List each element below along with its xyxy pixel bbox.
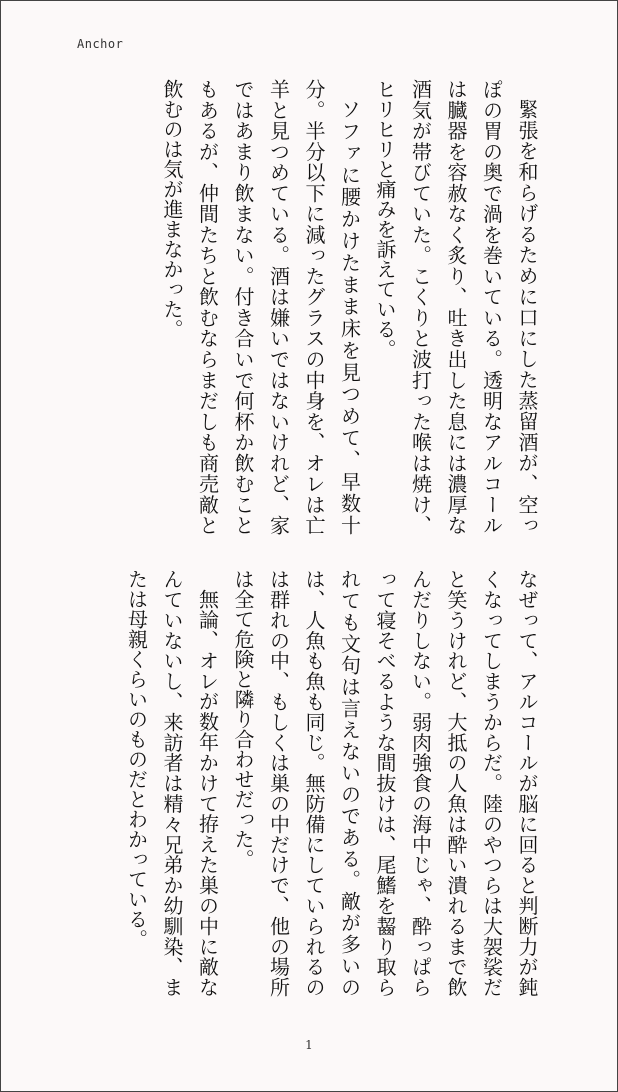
paragraph: なぜって、アルコールが脳に回ると判断力が鈍くなってしまうからだ。陸のやつらは大袈裟だと笑うけれど、大抵の人魚は酔い潰れるまで飲んだりしない。弱肉強食の海中じゃ、酔っぱらって寝そべるような間抜けは、尾鰭を齧り取られても文句は言えないのである。敵が多いのは、人魚も魚も同じ。無防備にしていられるのは群れの中、もしくは巣の中だけで、他の場所は全て危険と隣り合わせだった。: [231, 569, 539, 998]
page-number: 1: [305, 1038, 313, 1052]
running-header: Anchor: [77, 37, 124, 51]
paragraph: 無論、オレが数年かけて拵えた巣の中に敵なんていないし、来訪者は精々兄弟か幼馴染、または母親くらいのものだとわかっている。: [124, 569, 220, 997]
text-block-top: [74, 79, 544, 535]
text-block-bottom: [74, 569, 544, 997]
paragraph: 緊張を和らげるために口にした蒸留酒が、空っぽの胃の奥で渦を巻いている。透明なアルコールは臓器を容赦なく炙り、吐き出した息には濃厚な酒気が帯びていた。こくりと波打った喉は焼け、ヒリヒリと痛みを訴えている。: [373, 79, 539, 535]
paragraph: ソファに腰かけたまま床を見つめて、早数十分。半分以下に減ったグラスの中身を、オレは亡羊と見つめている。酒は嫌いではないけれど、家ではあまり飲まない。付き合いで何杯か飲むこともあるが、仲間たちと飲むならまだしも商売敵と飲むのは気が進まなかった。: [160, 79, 362, 535]
